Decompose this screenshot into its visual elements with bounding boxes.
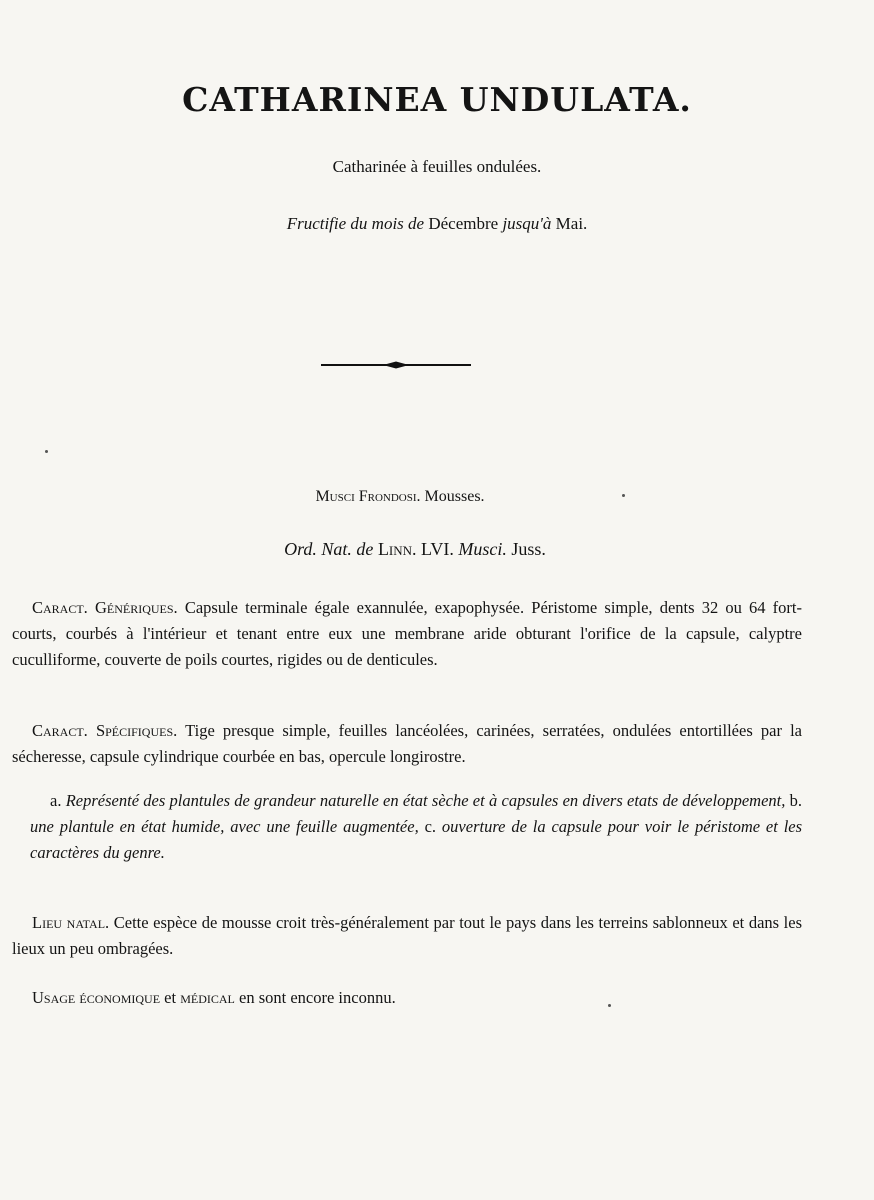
generic-characters: [12, 595, 802, 673]
fructification-period: [0, 214, 874, 234]
plate-mark-b: b.: [789, 791, 802, 810]
habitat-label: Lieu natal.: [32, 913, 110, 932]
fructification-month-end: Mai.: [555, 214, 588, 233]
generic-text: Capsule terminale égale exannulée, exapophysée. Péristome simple, dents 32 ou 64 fort-courts, courbés à l'intérieur et tenant entre eux une membrane aride obturant l'orifice de la capsule, calyptre cuculliforme, couverte de poils courtes, rigides ou de denticules.: [12, 598, 802, 669]
order-juss: Juss.: [511, 539, 546, 559]
plate-mark-a: a.: [50, 791, 62, 810]
usage-label-economic: Usage économique: [32, 988, 161, 1007]
fructification-text-1: Fructifie du mois de: [286, 214, 425, 233]
fructification-month-start: Décembre: [428, 214, 499, 233]
usage-label-medical: médical: [180, 988, 235, 1007]
specific-label: Caract. Spécifiques.: [32, 721, 178, 740]
specific-characters: [12, 718, 802, 770]
specific-text: Tige presque simple, feuilles lancéolées, carinées, serratées, ondulées entortillées par la sécheresse, capsule cylindrique courbée en bas, opercule longirostre.: [12, 721, 802, 766]
order-number: LVI.: [421, 539, 454, 559]
order-prefix: Ord. Nat. de: [284, 539, 374, 559]
paper-speck: [608, 1004, 611, 1007]
group-common: Mousses.: [424, 488, 485, 505]
generic-label: Caract. Génériques.: [32, 598, 178, 617]
group-latin: Musci Frondosi.: [315, 488, 421, 505]
page-title: CATHARINEA UNDULATA.: [182, 80, 692, 119]
order-musci: Musci.: [458, 539, 507, 559]
classification-group: [0, 488, 800, 506]
usage: [12, 985, 802, 1011]
fructification-text-2: jusqu'à: [502, 214, 552, 233]
usage-text: en sont encore inconnu.: [239, 988, 396, 1007]
plate-text-b: une plantule en état humide, avec une feuille augmentée,: [30, 817, 419, 836]
plate-text-c: ouverture de la capsule pour voir le péristome et les caractères du genre.: [30, 817, 803, 862]
order-linn: Linn.: [377, 539, 417, 559]
plate-explanation: [30, 788, 802, 866]
usage-and: et: [164, 988, 177, 1007]
common-name: Catharinée à feuilles ondulées.: [332, 157, 542, 176]
plate-text-a: Représenté des plantules de grandeur naturelle en état sèche et à capsules en divers etats de développement,: [65, 791, 786, 810]
ornamental-rule: [321, 358, 471, 372]
habitat: [12, 910, 802, 962]
paper-speck: [622, 494, 625, 497]
habitat-text: Cette espèce de mousse croit très-généralement par tout le pays dans les terreins sablonneux et dans les lieux un peu ombragées.: [12, 913, 802, 958]
plate-mark-c: c.: [424, 817, 437, 836]
paper-speck: [45, 450, 48, 453]
classification-order: [0, 539, 830, 560]
